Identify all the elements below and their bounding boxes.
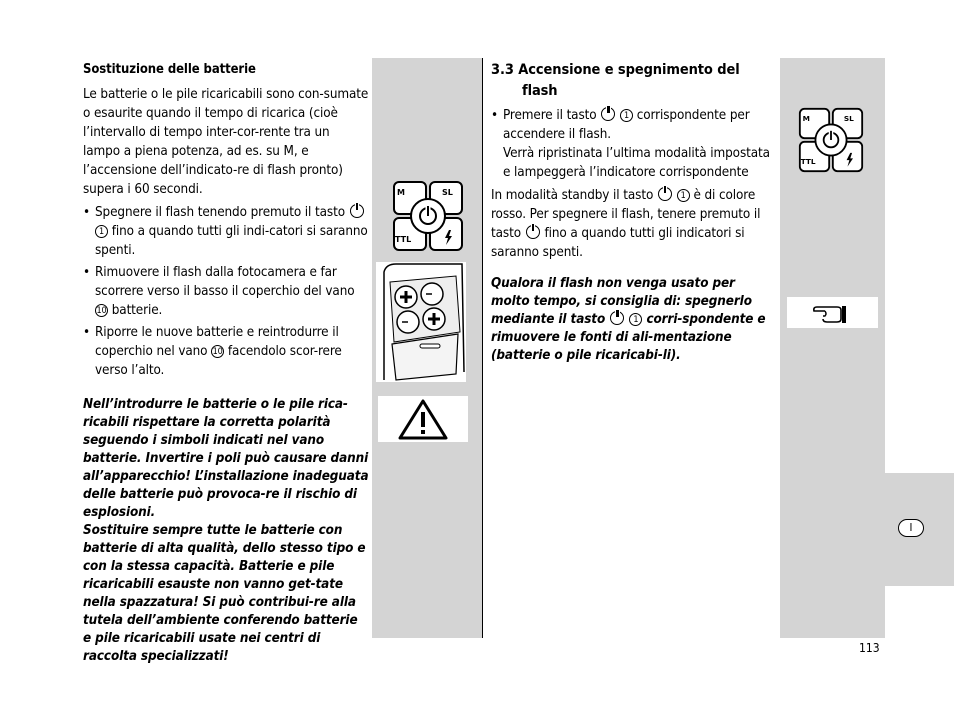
- power-icon: [526, 225, 540, 239]
- control-keypad-diagram: [798, 107, 864, 173]
- mode-m-label: M: [397, 188, 405, 197]
- steps-list: [491, 106, 777, 182]
- mode-sl-label: SL: [442, 188, 453, 197]
- intro-paragraph: Le batterie o le pile ricaricabili sono con-sumate o esaurite quando il tempo di ricarica (cioè l’intervallo di tempo inter-cor-rente tra un lampo a piena potenza, ad es. su M, e l’accensione dell’indicato-re di flash pronto) supera i 60 secondi.: [83, 87, 369, 197]
- warning-text-2: Sostituire sempre tutte le batterie con batterie di alta qualità, dello stesso tipo e con la stessa capacità. Batterie e pile ricaricabili esauste non vanno get-tate nella spazzatura! Si può contribui-re alla tutela dell’ambiente conferendo batterie e pile ricaricabili usate nei centri di raccolta specializzati!: [83, 523, 366, 664]
- note-text: Qualora il flash non venga usato per molto tempo, si consiglia di: spegnerlo mediante il tasto 1 corri-spondente e rimuovere le fonti di ali-mentazione (batterie o pile ricaricabi-li).: [491, 276, 766, 363]
- pointing-hand-icon: [787, 297, 878, 328]
- list-item: • Premere il tasto 1 corrispondente per accendere il flash. Verrà ripristinata l’ultima modalità impostata e lampeggerà l’indicatore corrispondente: [491, 106, 777, 182]
- mode-m-label: M: [802, 113, 810, 123]
- number-badge: 1: [620, 109, 633, 122]
- right-column: [491, 60, 777, 365]
- section-heading: 3.3 Accensione e spegnimento del flash: [491, 62, 740, 99]
- list-item: • Riporre le nuove batterie e reintrodurre il coperchio nel vano 10 facendolo scor-rere verso l’alto.: [83, 323, 369, 380]
- number-badge: 1: [677, 189, 690, 202]
- left-column: [83, 60, 369, 666]
- power-icon: [610, 311, 624, 325]
- list-item: • Spegnere il flash tenendo premuto il tasto 1 fino a quando tutti gli indi-catori si saranno spenti.: [83, 203, 369, 260]
- warning-triangle-icon: [378, 396, 468, 442]
- number-badge: 10: [96, 306, 107, 316]
- note-icon-box: [787, 297, 878, 328]
- power-icon: [601, 107, 615, 121]
- mode-ttl-label: TTL: [395, 235, 412, 244]
- steps-list: [83, 203, 369, 380]
- warning-text: Nell’introdurre le batterie o le pile rica-ricabili rispettare la corretta polarità seguendo i simboli indicati nel vano batterie. Invertire i poli può causare danni all’apparecchio! L’installazione inadeguata delle batterie può provoca-re il rischio di esplosioni.: [83, 397, 369, 520]
- power-icon: [350, 204, 364, 218]
- page-number: 113: [859, 641, 880, 655]
- battery-compartment-illustration: [376, 262, 466, 382]
- number-badge: 1: [95, 225, 108, 238]
- mode-ttl-label: TTL: [800, 156, 816, 166]
- number-badge: 1: [629, 313, 642, 326]
- chapter-tab-label: I: [898, 519, 924, 537]
- warning-sign-box: [378, 396, 468, 442]
- standby-paragraph: In modalità standby il tasto 1 è di colore rosso. Per spegnere il flash, tenere premuto il tasto fino a quando tutti gli indicatori si saranno spenti.: [491, 188, 761, 260]
- mode-sl-label: SL: [843, 113, 854, 123]
- control-keypad-diagram: [392, 180, 464, 252]
- power-icon: [658, 187, 672, 201]
- number-badge: 10: [212, 347, 223, 357]
- list-item: • Rimuovere il flash dalla fotocamera e far scorrere verso il basso il coperchio del vano 10 batterie.: [83, 263, 369, 320]
- section-subheading: Sostituzione delle batterie: [83, 62, 256, 77]
- column-divider: [482, 58, 483, 638]
